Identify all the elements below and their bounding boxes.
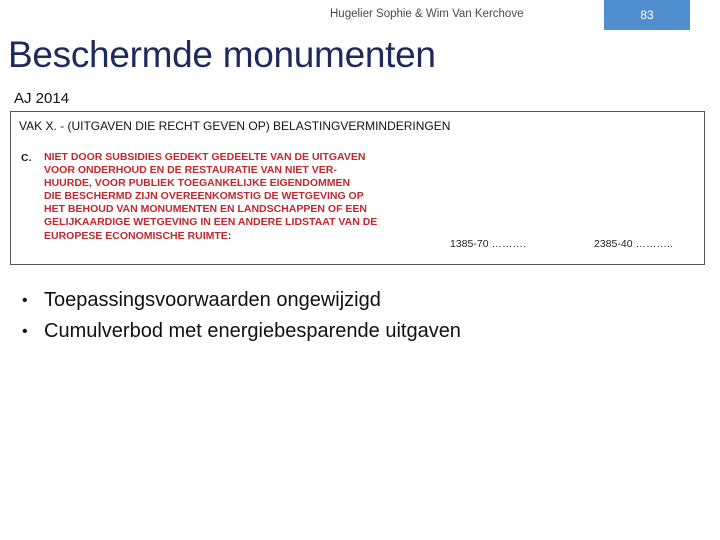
item-text-last-line [44, 230, 434, 243]
item-text-line: NIET DOOR SUBSIDIES GEDEKT GEDEELTE VAN DE UITGAVEN [44, 151, 366, 163]
bullet-dot-icon: • [22, 291, 28, 309]
bullet-item [22, 285, 461, 316]
item-text-line: VOOR ONDERHOUD EN DE RESTAURATIE VAN NIET VER- [44, 164, 337, 177]
item-suffix: : [227, 229, 232, 242]
item-text [44, 151, 434, 243]
tax-form-box [10, 111, 705, 265]
header-author: Hugelier Sophie & Wim Van Kerchove [330, 8, 524, 20]
bullet-dot-icon: • [22, 322, 28, 340]
item-text-line: EUROPESE ECONOMISCHE RUIMTE [44, 229, 228, 242]
tax-code-2: 2385-40 ……….. [594, 238, 673, 250]
item-letter: C. [21, 152, 32, 164]
item-text-line: HUURDE, VOOR PUBLIEK TOEGANKELIJKE EIGENDOMMEN [44, 177, 351, 190]
item-text-line: GELIJKAARDIGE WETGEVING IN EEN ANDERE LIDSTAAT VAN DE [44, 216, 378, 229]
bullet-text: Toepassingsvoorwaarden ongewijzigd [44, 289, 381, 311]
page-number-badge: 83 [604, 0, 690, 30]
item-text-line: DIE BESCHERMD ZIJN OVEREENKOMSTIG DE WETGEVING OP [44, 190, 364, 203]
bullet-list [22, 285, 461, 347]
page-title: Beschermde monumenten [8, 34, 436, 75]
bullet-item [22, 316, 461, 347]
tax-code-1: 1385-70 ………. [450, 238, 526, 250]
bullet-text: Cumulverbod met energiebesparende uitgaven [44, 320, 461, 342]
box-heading: VAK X. - (UITGAVEN DIE RECHT GEVEN OP) BELASTINGVERMINDERINGEN [19, 119, 451, 133]
item-text-line: HET BEHOUD VAN MONUMENTEN EN LANDSCHAPPEN OF EEN [44, 203, 367, 216]
page-subtitle: AJ 2014 [14, 90, 70, 107]
